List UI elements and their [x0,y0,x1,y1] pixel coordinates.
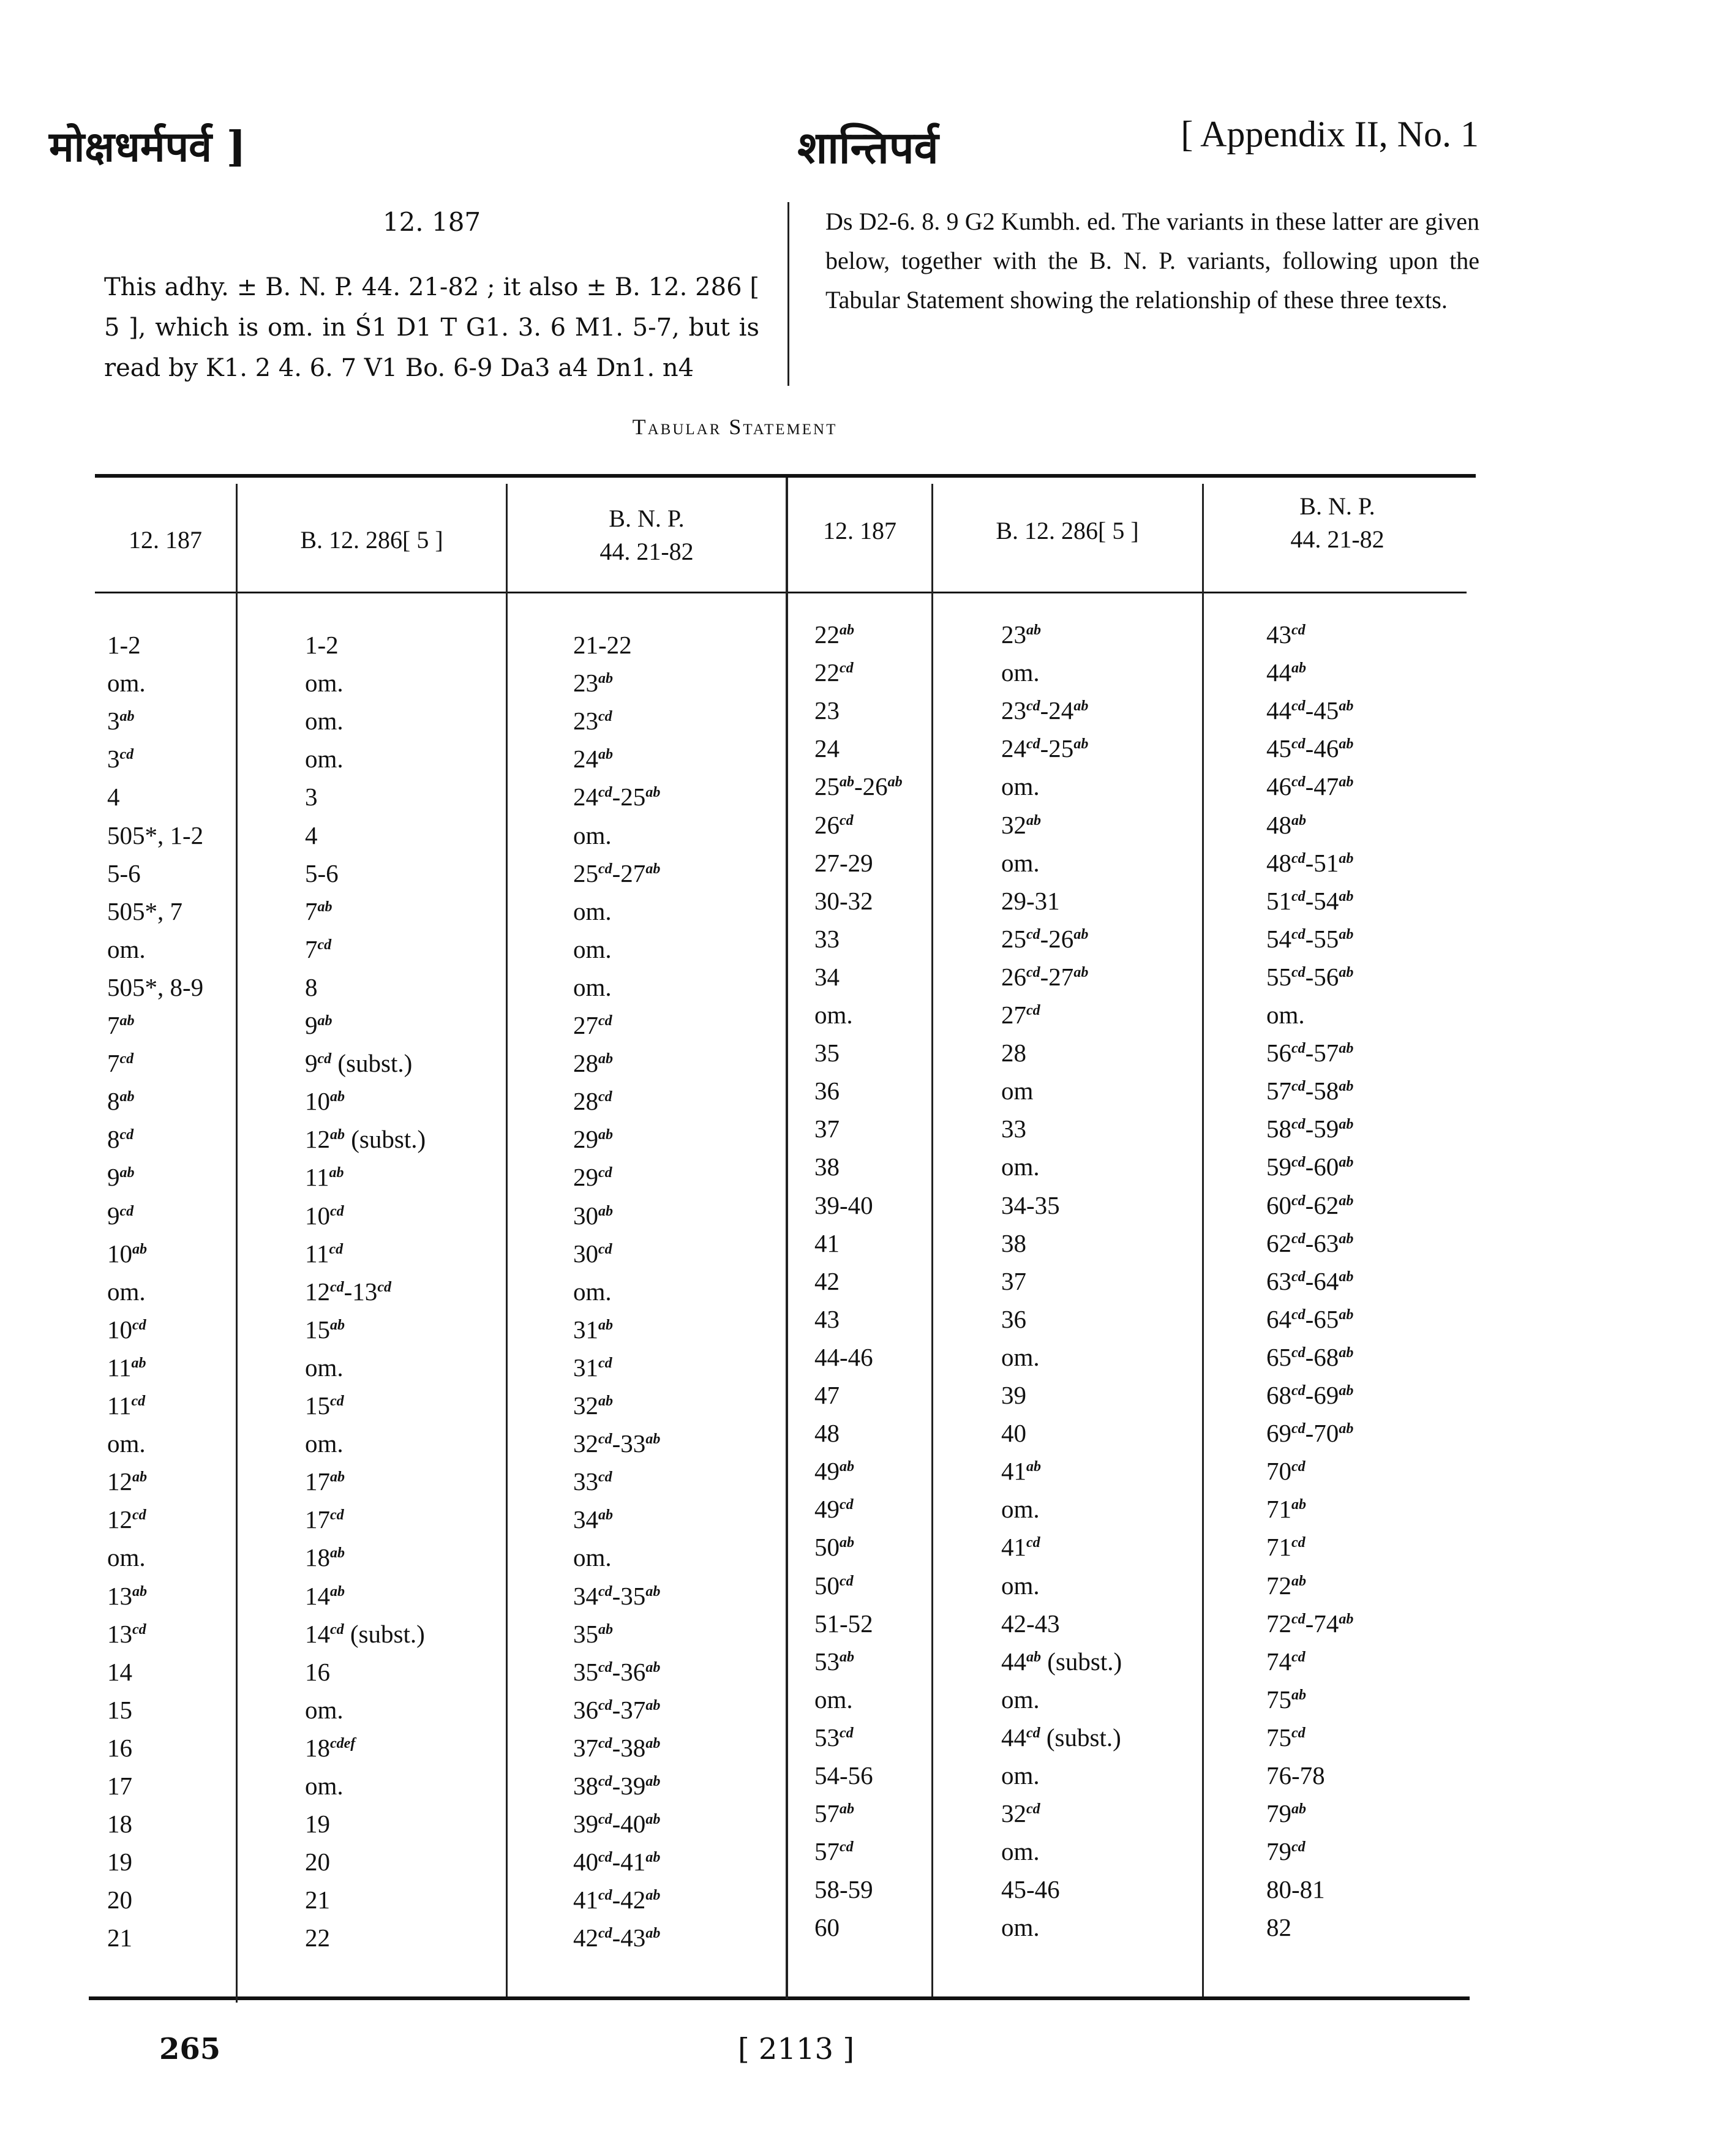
table-cell: $41^{ab}$ [1001,1457,1041,1486]
table-cell: $9^{ab}$ [107,1163,135,1192]
table-cell: $62^{cd}-63^{ab}$ [1266,1229,1354,1257]
header-appendix: [ Appendix II, No. 1 [1181,114,1479,154]
table-cell: $22^{cd}$ [814,658,854,687]
continuous-page-number: [ 2113 ] [737,2032,855,2066]
table-cell: $28^{ab}$ [573,1049,613,1078]
table-cell: 41 [814,1229,840,1257]
table-cell: 51-52 [814,1609,873,1638]
table-cell: $15^{ab}$ [305,1315,345,1344]
table-cell: $11^{ab}$ [107,1353,146,1382]
table-cell: $51^{cd}-54^{ab}$ [1266,886,1354,915]
table-cell: 19 [305,1810,330,1838]
table-cell: $8^{ab}$ [107,1087,135,1116]
table-cell: om. [1001,1153,1040,1181]
table-cell: 33 [1001,1115,1026,1143]
table-cell: 34 [814,962,840,991]
table-cell: 33 [814,924,840,953]
table-cell: 20 [305,1848,330,1876]
table-cell: $69^{cd}-70^{ab}$ [1266,1419,1354,1448]
table-cell: 16 [305,1657,330,1686]
table-cell: $18^{ab}$ [305,1543,345,1572]
table-cell: $40^{cd}-41^{ab}$ [573,1848,661,1876]
table-cell: 36 [814,1077,840,1105]
table-cell: 54-56 [814,1761,873,1789]
table-cell: $60^{cd}-62^{ab}$ [1266,1191,1354,1219]
table-cell: $25^{cd}-26^{ab}$ [1001,924,1089,953]
table-cell: om. [305,1353,344,1382]
table-cell: $26^{cd}-27^{ab}$ [1001,962,1089,991]
table-cell: $23^{ab}$ [1001,620,1041,649]
table-cell: $13^{ab}$ [107,1581,147,1610]
table-cell: $11^{cd}$ [107,1391,146,1420]
table-cell: $9^{ab}$ [305,1011,333,1039]
intro-right-text: Ds D2-6. 8. 9 G2 Kumbh. ed. The variants in these latter are given below, together with the B. N. P. variants, following upon the Tabular Statement showing the relationship of these three texts. [825,208,1479,314]
table-cell: $44^{ab}$ [1266,658,1306,687]
table-cell: 82 [1266,1913,1291,1942]
table-cell: $24^{cd}-25^{ab}$ [1001,734,1089,763]
table-cell: $12^{ab}$ [107,1467,147,1496]
col-header-b-286: B. 12. 286[ 5 ] [300,526,443,554]
table-cell: $9^{cd}$ (subst.) [305,1049,413,1078]
table-cell: $41^{cd}$ [1001,1533,1040,1562]
table-cell: 43 [814,1304,840,1333]
table-cell: 27-29 [814,848,873,877]
table-cell: om. [1001,1495,1040,1524]
table-cell: $29^{ab}$ [573,1125,613,1154]
table-cell: 17 [107,1772,132,1800]
table-cell: $12^{cd}$ [107,1505,146,1534]
table-cell: om. [573,1277,612,1306]
table-cell: om. [1001,1913,1040,1942]
table-cell: om. [305,1695,344,1724]
table-cell: $74^{cd}$ [1266,1647,1306,1676]
table-cell: 8 [305,973,318,1001]
intro-left-column [104,202,759,388]
table-cell: om. [1001,848,1040,877]
table-cell: $11^{ab}$ [305,1163,344,1192]
table-cell: $10^{ab}$ [107,1239,147,1268]
table-cell: 21 [107,1924,132,1952]
table-cell: $70^{cd}$ [1266,1457,1306,1486]
table-cell: 18 [107,1810,132,1838]
table-cell: 16 [107,1733,132,1762]
table-cell: om. [1001,1685,1040,1714]
table-cell: $30^{ab}$ [573,1201,613,1230]
table-cell: 5-6 [305,859,339,887]
table-cell: 3 [305,783,318,811]
table-cell: om. [305,707,344,736]
table-cell: $43^{cd}$ [1266,620,1306,649]
table-cell: om. [1001,1761,1040,1789]
table-col-rule [506,484,508,1996]
table-cell: om. [107,935,146,963]
table-cell: 39 [1001,1381,1026,1409]
table-cell: $37^{cd}-38^{ab}$ [573,1733,661,1762]
table-cell: 29-31 [1001,886,1060,915]
table-cell: 505*, 1-2 [107,821,204,849]
col-header-bnp: B. N. P. 44. 21-82 [1290,492,1385,553]
table-col-rule [931,484,933,1996]
table-cell: 48 [814,1419,840,1448]
table-cell: $23^{cd}-24^{ab}$ [1001,696,1089,725]
table-col-rule [1202,484,1204,1996]
table-cell: $26^{cd}$ [814,810,854,839]
table-cell: $24^{ab}$ [573,745,613,773]
table-cell: $14^{cd}$ (subst.) [305,1619,425,1648]
col-header-bnp: B. N. P. 44. 21-82 [599,505,694,565]
table-cell: $63^{cd}-64^{ab}$ [1266,1266,1354,1295]
table-cell: $53^{ab}$ [814,1647,854,1676]
table-cell: om. [1001,1342,1040,1371]
table-cell: 38 [1001,1229,1026,1257]
table-cell: $50^{ab}$ [814,1533,854,1562]
table-cell: om. [573,973,612,1001]
table-center-rule [786,478,788,1999]
table-cell: 14 [107,1657,132,1686]
table-cell: $24^{cd}-25^{ab}$ [573,783,661,811]
table-cell: om. [305,1429,344,1458]
table-cell: 36 [1001,1304,1026,1333]
table-cell: $53^{cd}$ [814,1723,854,1752]
table-cell: om. [1001,658,1040,687]
table-cell: 39-40 [814,1191,873,1219]
table-cell: $28^{cd}$ [573,1087,612,1116]
table-cell: $33^{cd}$ [573,1467,612,1496]
table-cell: $44^{cd}$ (subst.) [1001,1723,1121,1752]
page-number: 265 [159,2032,221,2066]
table-cell: $13^{cd}$ [107,1619,146,1648]
table-cell: $72^{cd}-74^{ab}$ [1266,1609,1354,1638]
table-cell: $75^{cd}$ [1266,1723,1306,1752]
table-cell: $3^{cd}$ [107,745,134,773]
table-cell: $45^{cd}-46^{ab}$ [1266,734,1354,763]
table-caption: Tabular Statement [632,415,838,439]
col-header-b-286: B. 12. 286[ 5 ] [996,517,1139,544]
table-cell: $25^{ab}-26^{ab}$ [814,772,903,801]
table-cell: 1-2 [107,631,141,659]
table-cell: $11^{cd}$ [305,1239,344,1268]
table-cell: $34^{ab}$ [573,1505,613,1534]
table-cell: 505*, 7 [107,897,182,925]
table-cell: $57^{cd}-58^{ab}$ [1266,1077,1354,1105]
table-cell: 60 [814,1913,840,1942]
table-cell: om. [305,745,344,773]
table-cell: $32^{cd}$ [1001,1799,1040,1828]
table-cell: om. [107,1277,146,1306]
table-cell: $39^{cd}-40^{ab}$ [573,1810,661,1838]
table-cell: 37 [814,1115,840,1143]
table-cell: $3^{ab}$ [107,707,135,736]
table-cell: om. [573,897,612,925]
table-cell: 1-2 [305,631,339,659]
section-number: 12. 187 [382,207,481,237]
table-cell: 42-43 [1001,1609,1060,1638]
table-cell: $50^{cd}$ [814,1571,854,1600]
table-cell: 30-32 [814,886,873,915]
table-cell: 505*, 8-9 [107,973,204,1001]
table-cell: $35^{ab}$ [573,1619,613,1648]
table-cell: om. [305,1772,344,1800]
column-divider [787,202,789,386]
table-cell: $7^{ab}$ [305,897,333,925]
table-cell: om. [573,821,612,849]
col-header-12-187: 12. 187 [129,526,202,554]
table-cell: $7^{ab}$ [107,1011,135,1039]
table-cell: 76-78 [1266,1761,1325,1789]
table-cell: 44-46 [814,1342,873,1371]
table-cell: om. [814,1001,853,1029]
table-cell: $10^{ab}$ [305,1087,345,1116]
table-cell: om. [1001,1571,1040,1600]
table-cell: $27^{cd}$ [573,1011,612,1039]
table-cell: 21 [305,1886,330,1914]
table-cell: 15 [107,1695,132,1724]
table-cell: om. [305,669,344,698]
header-title: शान्तिपर्व [797,121,939,173]
table-cell: $12^{ab}$ (subst.) [305,1125,426,1154]
table-cell: $36^{cd}-37^{ab}$ [573,1695,661,1724]
table-cell: $57^{cd}$ [814,1837,854,1866]
table-cell: 22 [305,1924,330,1952]
table-cell: om. [107,1543,146,1572]
table-cell: 38 [814,1153,840,1181]
table-cell: $59^{cd}-60^{ab}$ [1266,1153,1354,1181]
table-cell: $58^{cd}-59^{ab}$ [1266,1115,1354,1143]
table-cell: 58-59 [814,1875,873,1904]
table-cell: om. [107,1429,146,1458]
table-cell: $48^{ab}$ [1266,810,1306,839]
table-cell: $32^{cd}-33^{ab}$ [573,1429,661,1458]
table-cell: om. [573,1543,612,1572]
table-cell: om [1001,1077,1034,1105]
table-cell: $23^{ab}$ [573,669,613,698]
table-cell: $18^{cdef}$ [305,1733,356,1762]
table-cell: 5-6 [107,859,141,887]
intro-right-column [825,202,1479,320]
table-cell: $65^{cd}-68^{ab}$ [1266,1342,1354,1371]
table-cell: $38^{cd}-39^{ab}$ [573,1772,661,1800]
table-cell: $57^{ab}$ [814,1799,854,1828]
table-cell: $9^{cd}$ [107,1201,134,1230]
table-cell: $32^{ab}$ [573,1391,613,1420]
table-cell: 28 [1001,1039,1026,1067]
table-cell: $79^{ab}$ [1266,1799,1306,1828]
table-cell: $35^{cd}-36^{ab}$ [573,1657,661,1686]
table-cell: $27^{cd}$ [1001,1001,1040,1029]
table-header-rule [95,592,1467,593]
table-cell: 23 [814,696,840,725]
table-cell: $7^{cd}$ [107,1049,134,1078]
table-cell: $15^{cd}$ [305,1391,344,1420]
table-cell: 37 [1001,1266,1026,1295]
table-cell: $41^{cd}-42^{ab}$ [573,1886,661,1914]
table-cell: $30^{cd}$ [573,1239,612,1268]
table-cell: $14^{ab}$ [305,1581,345,1610]
table-cell: 40 [1001,1419,1026,1448]
table-cell: $25^{cd}-27^{ab}$ [573,859,661,887]
table-cell: $7^{cd}$ [305,935,332,963]
table-cell: $46^{cd}-47^{ab}$ [1266,772,1354,801]
table-cell: $17^{cd}$ [305,1505,344,1534]
table-cell: om. [1001,772,1040,801]
table-cell: $23^{cd}$ [573,707,612,736]
table-cell: 47 [814,1381,840,1409]
table-cell: $75^{ab}$ [1266,1685,1306,1714]
table-cell: 45-46 [1001,1875,1060,1904]
table-cell: $55^{cd}-56^{ab}$ [1266,962,1354,991]
table-cell: $71^{ab}$ [1266,1495,1306,1524]
table-cell: $8^{cd}$ [107,1125,134,1154]
intro-left-text: This adhy. ± B. N. P. 44. 21-82 ; it also ± B. 12. 286 [ 5 ], which is om. in Ś1 D1 T G1. 3. 6 M1. 5-7, but is read by K1. 2 4. 6. 7 V1 Bo. 6-9 Da3 a4 Dn1. n4 [104,273,759,382]
table-cell: $56^{cd}-57^{ab}$ [1266,1039,1354,1067]
table-cell: 35 [814,1039,840,1067]
table-cell: om. [814,1685,853,1714]
col-header-12-187: 12. 187 [823,517,896,544]
header-parvan-left: मोक्षधर्मपर्व ] [49,122,246,171]
table-col-rule [236,484,238,2003]
table-cell: $71^{cd}$ [1266,1533,1306,1562]
table-cell: $42^{cd}-43^{ab}$ [573,1924,661,1952]
table-cell: $79^{cd}$ [1266,1837,1306,1866]
table-cell: $31^{ab}$ [573,1315,613,1344]
table-cell: $72^{ab}$ [1266,1571,1306,1600]
table-cell: om. [1001,1837,1040,1866]
table-cell: $54^{cd}-55^{ab}$ [1266,924,1354,953]
table-cell: om. [107,669,146,698]
table-cell: $68^{cd}-69^{ab}$ [1266,1381,1354,1409]
table-cell: $64^{cd}-65^{ab}$ [1266,1304,1354,1333]
table-cell: 4 [107,783,120,811]
table-cell: $34^{cd}-35^{ab}$ [573,1581,661,1610]
table-cell: $12^{cd}-13^{cd}$ [305,1277,391,1306]
table-cell: $48^{cd}-51^{ab}$ [1266,848,1354,877]
table-cell: 19 [107,1848,132,1876]
table-cell: $10^{cd}$ [305,1201,344,1230]
table-cell: $32^{ab}$ [1001,810,1041,839]
table-cell: $29^{cd}$ [573,1163,612,1192]
table-cell: 42 [814,1266,840,1295]
table-cell: $44^{ab}$ (subst.) [1001,1647,1122,1676]
table-cell: $31^{cd}$ [573,1353,612,1382]
table-cell: 20 [107,1886,132,1914]
table-cell: om. [1266,1001,1305,1029]
table-cell: 24 [814,734,840,763]
table-cell: $49^{ab}$ [814,1457,854,1486]
table-cell: $10^{cd}$ [107,1315,146,1344]
table-cell: om. [573,935,612,963]
table-cell: 21-22 [573,631,632,659]
table-cell: 80-81 [1266,1875,1325,1904]
table-cell: $49^{cd}$ [814,1495,854,1524]
table-bottom-rule [89,1996,1470,2000]
table-cell: 34-35 [1001,1191,1060,1219]
table-cell: $17^{ab}$ [305,1467,345,1496]
table-cell: $22^{ab}$ [814,620,854,649]
table-cell: $44^{cd}-45^{ab}$ [1266,696,1354,725]
table-cell: 4 [305,821,318,849]
